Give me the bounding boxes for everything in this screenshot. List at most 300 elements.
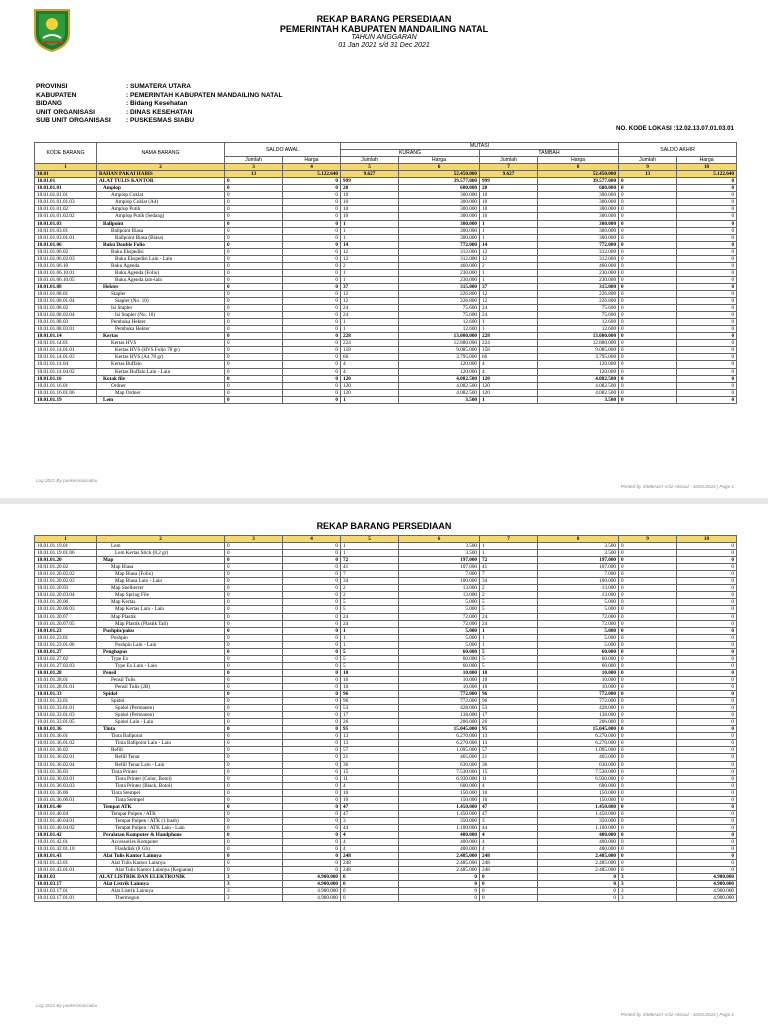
item-value: 0 (225, 853, 283, 860)
item-value: 2.485.000 (538, 853, 619, 860)
item-value: 9.085.000 (399, 347, 480, 354)
item-value: 0 (225, 705, 283, 712)
item-code: 10.01.01.36.02.01 (35, 754, 97, 761)
item-value: 120.000 (399, 361, 480, 368)
item-value: 138.000 (538, 712, 619, 719)
item-value: 400.000 (538, 831, 619, 838)
item-value: 57 (480, 747, 538, 754)
item-value: 0 (225, 691, 283, 698)
item-value: 300.000 (538, 199, 619, 206)
item-code: 10.01.01.14.04.02 (35, 368, 97, 375)
column-number: 3 (225, 164, 283, 171)
item-value: 1 (341, 326, 399, 333)
item-code: 10.01.01.08.02.04 (35, 312, 97, 319)
item-value: 4.082.500 (538, 375, 619, 382)
item-value: 12 (341, 248, 399, 255)
location-info (36, 83, 283, 126)
item-value: 0 (283, 705, 341, 712)
item-value: 0 (619, 669, 677, 676)
item-name: Alat Tulis Kantor Lainnya (97, 860, 225, 867)
item-value: 1 (341, 396, 399, 403)
item-value: 57 (341, 747, 399, 754)
item-value: 0 (283, 269, 341, 276)
item-name: Amplop Putih (Sedang) (97, 213, 225, 220)
item-value: 0 (677, 824, 737, 831)
item-code: 10.01.01.08.03 (35, 319, 97, 326)
item-name: Flashdisk (8 Gb) (97, 846, 225, 853)
item-code: 10.01.01.06 (35, 241, 97, 248)
item-value: 7.530.000 (538, 768, 619, 775)
item-value: 0 (619, 775, 677, 782)
item-value: 0 (225, 375, 283, 382)
item-name: Alat Tulis Kantor Lainnya (Kegiatan) (97, 867, 225, 874)
item-value: 0 (677, 185, 737, 192)
table-row (35, 550, 737, 557)
info-row: PROVINSI : SUMATERA UTARA (36, 83, 192, 90)
item-value: 0 (225, 578, 283, 585)
page-2-title: REKAP BARANG PERSEDIAAN (316, 521, 452, 531)
item-name: Pushpin (97, 634, 225, 641)
item-value: 315.000 (538, 283, 619, 290)
item-name: BAHAN PAKAI HABIS (97, 171, 225, 178)
item-value: 10.000 (538, 669, 619, 676)
item-name: Alat Listrik Lainnya (97, 881, 225, 888)
item-value: 0 (225, 719, 283, 726)
item-value: 0 (283, 747, 341, 754)
item-value: 0 (619, 839, 677, 846)
item-value: 0 (619, 754, 677, 761)
item-value: 0 (677, 620, 737, 627)
item-code: 10.01.01.28.01.01 (35, 683, 97, 690)
item-value: 3 (225, 888, 283, 895)
table-row (35, 824, 737, 831)
item-value: 72.000 (538, 620, 619, 627)
item-code: 10.01.01.03.01.01 (35, 234, 97, 241)
item-value: 0 (341, 895, 399, 902)
item-value: 10 (341, 676, 399, 683)
item-value: 0 (619, 782, 677, 789)
item-value: 4.900.000 (677, 895, 737, 902)
item-value: 12 (341, 298, 399, 305)
item-value: 0 (225, 326, 283, 333)
item-value: 2 (480, 592, 538, 599)
item-value: 0 (677, 782, 737, 789)
item-value: 0 (619, 831, 677, 838)
item-value: 0 (619, 620, 677, 627)
item-value: 0 (225, 283, 283, 290)
item-value: 60.000 (538, 648, 619, 655)
item-name: Pensil Tulis (97, 676, 225, 683)
item-value: 96 (480, 698, 538, 705)
item-value: 772.000 (399, 691, 480, 698)
report-period: 01 Jan 2021 s/d 31 Dec 2021 (338, 42, 430, 49)
item-value: 0 (225, 298, 283, 305)
item-value: 0 (619, 347, 677, 354)
item-value: 1.095.000 (399, 747, 480, 754)
item-code: 10.01.01.36.01 (35, 733, 97, 740)
item-value: 3 (480, 817, 538, 824)
item-value: 10.000 (399, 683, 480, 690)
table-body (35, 164, 737, 404)
item-code: 10.01.01.40 (35, 803, 97, 810)
item-value: 5.000 (399, 634, 480, 641)
item-value: 95 (341, 726, 399, 733)
item-value: 0 (677, 298, 737, 305)
item-value: 0 (619, 206, 677, 213)
item-value: 10 (341, 796, 399, 803)
item-value: 0 (225, 543, 283, 550)
item-value: 0 (480, 895, 538, 902)
item-code: 10.01.01.03.01 (35, 227, 97, 234)
item-value: 0 (619, 592, 677, 599)
item-value: 13.000 (538, 592, 619, 599)
item-code: 10.01.01.20.03.04 (35, 592, 97, 599)
item-value: 60.000 (538, 655, 619, 662)
item-code: 10.01.01.40.04 (35, 810, 97, 817)
item-value: 17 (480, 712, 538, 719)
item-value: 600.000 (538, 782, 619, 789)
item-value: 4 (341, 831, 399, 838)
item-value: 4.082.500 (399, 382, 480, 389)
item-value: 2.485.000 (399, 860, 480, 867)
item-value: 0 (619, 719, 677, 726)
item-value: 0 (619, 867, 677, 874)
item-code: 10.01.01.36.03.01 (35, 775, 97, 782)
item-code: 10.01.01.33.01 (35, 698, 97, 705)
item-value: 66 (480, 354, 538, 361)
item-code: 10.01.01.16 (35, 375, 97, 382)
item-value: 2 (480, 262, 538, 269)
item-value: 0 (225, 550, 283, 557)
item-value: 465.000 (538, 754, 619, 761)
item-value: 24 (480, 305, 538, 312)
item-code: 10.01.01.33.01.05 (35, 719, 97, 726)
item-value: 1 (480, 543, 538, 550)
item-value: 0 (619, 712, 677, 719)
item-value: 1 (341, 319, 399, 326)
table-row (35, 712, 737, 719)
item-name: Alat Listrik Lainnya (97, 888, 225, 895)
item-code: 10.01.01.36.02 (35, 747, 97, 754)
item-value: 4.900.000 (677, 888, 737, 895)
item-value: 0 (677, 199, 737, 206)
item-value: 230.000 (399, 276, 480, 283)
item-value: 11 (480, 775, 538, 782)
item-name: Ordner (97, 382, 225, 389)
item-value: 13.000.000 (399, 333, 480, 340)
item-value: 0 (677, 747, 737, 754)
item-value: 10 (341, 206, 399, 213)
item-value: 0 (225, 255, 283, 262)
item-value: 0 (677, 592, 737, 599)
item-value: 41 (480, 564, 538, 571)
item-value: 0 (341, 881, 399, 888)
item-value: 0 (225, 698, 283, 705)
item-value: 4.900.000 (677, 874, 737, 881)
item-value: 226.800 (538, 298, 619, 305)
item-code: 10.01.01.20 (35, 557, 97, 564)
item-value: 0 (677, 712, 737, 719)
item-value: 400.000 (399, 846, 480, 853)
item-value: 0 (619, 634, 677, 641)
item-value: 9.627 (480, 171, 538, 178)
table-row (35, 234, 737, 241)
item-value: 3 (619, 888, 677, 895)
item-value: 0 (225, 768, 283, 775)
item-value: 4 (480, 782, 538, 789)
item-value: 20 (480, 185, 538, 192)
item-value: 5.000 (538, 641, 619, 648)
item-value: 21 (480, 754, 538, 761)
item-name: Kertas Buffalo (97, 361, 225, 368)
item-name: Pensil (97, 669, 225, 676)
item-name: Tinta Stempel (97, 796, 225, 803)
item-value: 24 (480, 613, 538, 620)
item-value: 0 (283, 185, 341, 192)
item-value: 0 (677, 543, 737, 550)
column-number: 6 (399, 164, 480, 171)
item-value: 2 (341, 592, 399, 599)
item-value: 0 (677, 178, 737, 185)
item-value: 0 (225, 220, 283, 227)
item-value: 0 (677, 726, 737, 733)
item-value: 0 (677, 839, 737, 846)
item-value: 95 (480, 726, 538, 733)
item-value: 248 (480, 853, 538, 860)
item-value: 0 (225, 676, 283, 683)
item-value: 9.085.000 (538, 347, 619, 354)
item-value: 4.900.000 (283, 874, 341, 881)
item-value: 0 (619, 368, 677, 375)
item-value: 0 (619, 817, 677, 824)
table-row (35, 599, 737, 606)
item-value: 0 (677, 740, 737, 747)
item-value: 120 (341, 375, 399, 382)
item-value: 52.450.000 (399, 171, 480, 178)
item-value: 3.500 (399, 396, 480, 403)
item-value: 1 (480, 627, 538, 634)
location-code: NO. KODE LOKASI :12.02.13.07.01.03.01 (616, 125, 734, 132)
item-value: 10.000 (538, 683, 619, 690)
item-value: 4.900.000 (677, 881, 737, 888)
item-value: 0 (399, 881, 480, 888)
item-value: 0 (283, 564, 341, 571)
item-name: Tempat Pulpen / ATK (1 buah) (97, 817, 225, 824)
item-value: 772.000 (399, 698, 480, 705)
item-value: 0 (283, 782, 341, 789)
item-name: Pembuka Hekter (97, 326, 225, 333)
table-row (35, 389, 737, 396)
item-name: Spidol (Permanen) (97, 705, 225, 712)
item-code: 10.01.01.14.01.01 (35, 347, 97, 354)
item-value: 15 (341, 768, 399, 775)
item-value: 0 (283, 375, 341, 382)
item-value: 5 (341, 662, 399, 669)
item-value: 5 (480, 599, 538, 606)
table-row (35, 683, 737, 690)
item-value: 0 (677, 396, 737, 403)
item-name: Spidol (97, 691, 225, 698)
item-value: 0 (283, 634, 341, 641)
item-value: 5.000 (538, 599, 619, 606)
item-value: 0 (225, 846, 283, 853)
item-value: 0 (619, 199, 677, 206)
item-value: 0 (619, 234, 677, 241)
item-value: 10 (341, 669, 399, 676)
item-name: Ballpoint (97, 220, 225, 227)
item-value: 0 (225, 276, 283, 283)
item-value: 158 (341, 347, 399, 354)
item-code: 10.01.01.14 (35, 333, 97, 340)
item-value: 2 (480, 585, 538, 592)
item-value: 0 (677, 775, 737, 782)
item-value: 3 (341, 817, 399, 824)
item-code: 10.01.01.36.06 (35, 789, 97, 796)
item-name: Kertas (97, 333, 225, 340)
column-number: 10 (677, 164, 737, 171)
item-value: 14 (480, 241, 538, 248)
report-title: REKAP BARANG PERSEDIAAN (316, 14, 452, 24)
item-value: 12 (480, 298, 538, 305)
item-value: 228 (341, 333, 399, 340)
item-value: 3.500 (399, 543, 480, 550)
item-value: 230.000 (399, 269, 480, 276)
item-value: 0 (619, 796, 677, 803)
item-name: Kertas HVS (A4 70 gr) (97, 354, 225, 361)
item-value: 120 (341, 382, 399, 389)
item-value: 0 (677, 312, 737, 319)
item-value: 460.000 (399, 262, 480, 269)
item-value: 5 (341, 655, 399, 662)
item-value: 12 (341, 290, 399, 297)
item-value: 0 (225, 817, 283, 824)
item-value: 1.450.000 (538, 803, 619, 810)
item-value: 138.000 (399, 712, 480, 719)
item-value: 72 (480, 557, 538, 564)
item-value: 300.000 (399, 199, 480, 206)
item-code: 10.01.01.19.01 (35, 543, 97, 550)
table-row (35, 290, 737, 297)
item-value: 6.270.000 (399, 740, 480, 747)
item-value: 0 (677, 305, 737, 312)
item-value: 34 (341, 578, 399, 585)
item-value: 0 (225, 712, 283, 719)
item-value: 0 (677, 761, 737, 768)
item-value: 0 (283, 691, 341, 698)
item-value: 206.000 (399, 719, 480, 726)
item-value: 312.000 (538, 248, 619, 255)
item-value: 0 (283, 305, 341, 312)
item-value: 0 (677, 326, 737, 333)
item-value: 0 (225, 396, 283, 403)
table-row (35, 662, 737, 669)
item-value: 0 (677, 220, 737, 227)
item-value: 0 (283, 571, 341, 578)
item-value: 3.795.000 (538, 354, 619, 361)
item-value: 0 (283, 867, 341, 874)
item-value: 5.000 (399, 641, 480, 648)
item-name: Amplop Coklat (97, 192, 225, 199)
item-value: 5 (480, 655, 538, 662)
item-value: 0 (619, 627, 677, 634)
item-value: 0 (283, 676, 341, 683)
item-value: 0 (677, 648, 737, 655)
item-value: 1 (480, 396, 538, 403)
info-row: UNIT ORGANISASI : DINAS KESEHATAN (36, 108, 193, 116)
table-row (35, 241, 737, 248)
item-value: 24 (341, 620, 399, 627)
item-value: 7.530.000 (399, 768, 480, 775)
item-value: 0 (677, 719, 737, 726)
table-row (35, 705, 737, 712)
item-value: 0 (283, 298, 341, 305)
item-value: 0 (225, 340, 283, 347)
item-value: 6.270.000 (399, 733, 480, 740)
item-value: 4.082.500 (399, 389, 480, 396)
item-value: 0 (677, 276, 737, 283)
item-value: 248 (341, 853, 399, 860)
item-code: 10.01.01.06.10 (35, 262, 97, 269)
item-value: 96 (341, 691, 399, 698)
item-value: 0 (225, 361, 283, 368)
item-value: 15 (480, 768, 538, 775)
item-code: 10.01.01.16.01 (35, 382, 97, 389)
col-nama-barang: NAMA BARANG (97, 143, 225, 164)
item-code: 10.01.01.33.01.03 (35, 712, 97, 719)
item-name: Type Ex (97, 655, 225, 662)
item-value: 0 (619, 227, 677, 234)
item-value: 999 (341, 178, 399, 185)
item-value: 36 (341, 761, 399, 768)
item-value: 1 (480, 326, 538, 333)
item-value: 0 (399, 888, 480, 895)
item-value: 75.600 (538, 305, 619, 312)
item-code: 10.01.03.17.01 (35, 888, 97, 895)
table-row (35, 839, 737, 846)
item-value: 0 (619, 648, 677, 655)
item-value: 4 (480, 846, 538, 853)
item-value: 0 (283, 613, 341, 620)
item-value: 0 (283, 824, 341, 831)
item-value: 0 (225, 206, 283, 213)
item-value: 1 (480, 269, 538, 276)
item-value: 17 (341, 712, 399, 719)
col-harga: Harga (677, 157, 737, 164)
item-value: 0 (283, 578, 341, 585)
item-name: Map Kertas (97, 599, 225, 606)
item-name: Map Biasa (Folio) (97, 571, 225, 578)
item-code: 10.01.01.36.03 (35, 768, 97, 775)
column-number: 9 (619, 164, 677, 171)
item-value: 0 (283, 241, 341, 248)
item-value: 300.000 (538, 220, 619, 227)
item-value: 60.000 (399, 655, 480, 662)
item-value: 0 (225, 564, 283, 571)
item-value: 0 (619, 853, 677, 860)
item-value: 4 (341, 846, 399, 853)
item-value: 120 (480, 389, 538, 396)
item-value: 772.000 (538, 241, 619, 248)
item-value: 24 (341, 312, 399, 319)
item-value: 0 (283, 543, 341, 550)
item-value: 0 (283, 255, 341, 262)
item-value: 428.000 (538, 705, 619, 712)
item-value: 10.000 (399, 669, 480, 676)
item-name: ALAT LISTRIK DAN ELEKTRONIK (97, 874, 225, 881)
table-row (35, 691, 737, 698)
table-row (35, 333, 737, 340)
item-value: 0 (677, 846, 737, 853)
